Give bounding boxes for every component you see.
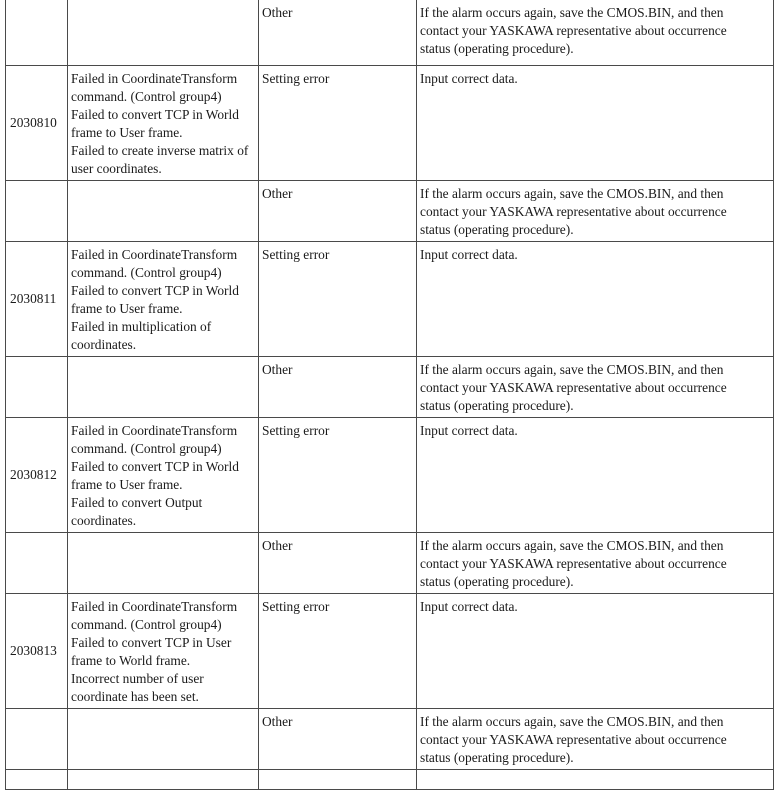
table-row xyxy=(6,418,774,533)
remedy-line: If the alarm occurs again, save the CMOS.BIN, and then xyxy=(420,5,724,20)
alarm-remedy-cell xyxy=(417,66,774,181)
alarm-cause-cell: Setting error xyxy=(259,242,417,357)
remedy-line: Input correct data. xyxy=(420,247,518,262)
description-line: Failed in CoordinateTransform xyxy=(71,423,238,438)
table-row xyxy=(6,770,774,790)
table-row xyxy=(6,357,774,418)
alarm-description-cell xyxy=(68,594,259,709)
alarm-remedy-cell xyxy=(417,594,774,709)
remedy-line: Input correct data. xyxy=(420,599,518,614)
table-row xyxy=(6,594,774,709)
table-row xyxy=(6,0,774,66)
table-row xyxy=(6,709,774,770)
alarm-cause-cell: Other xyxy=(259,0,417,66)
table-row xyxy=(6,181,774,242)
remedy-line: contact your YASKAWA representative about occurrence xyxy=(420,23,727,38)
alarm-description-cell xyxy=(68,242,259,357)
remedy-line: If the alarm occurs again, save the CMOS.BIN, and then xyxy=(420,362,724,377)
remedy-line: If the alarm occurs again, save the CMOS.BIN, and then xyxy=(420,538,724,553)
alarm-code-cell xyxy=(6,709,68,770)
alarm-cause-cell: Other xyxy=(259,357,417,418)
remedy-line: contact your YASKAWA representative about occurrence xyxy=(420,380,727,395)
alarm-description-cell xyxy=(68,533,259,594)
alarm-cause-cell: Other xyxy=(259,709,417,770)
alarm-cause-cell: Setting error xyxy=(259,66,417,181)
description-line: frame to User frame. xyxy=(71,477,183,492)
alarm-table-body xyxy=(6,0,774,790)
alarm-description-cell xyxy=(68,0,259,66)
description-line: Incorrect number of user xyxy=(71,671,204,686)
alarm-code-cell xyxy=(6,181,68,242)
description-line: Failed in CoordinateTransform xyxy=(71,71,238,86)
alarm-cause-cell: Setting error xyxy=(259,594,417,709)
description-line: command. (Control group4) xyxy=(71,441,222,456)
alarm-table xyxy=(5,0,774,790)
alarm-code-cell xyxy=(6,357,68,418)
alarm-description-cell xyxy=(68,66,259,181)
remedy-line: If the alarm occurs again, save the CMOS.BIN, and then xyxy=(420,714,724,729)
description-line: command. (Control group4) xyxy=(71,617,222,632)
remedy-line: status (operating procedure). xyxy=(420,574,574,589)
description-line: frame to User frame. xyxy=(71,125,183,140)
remedy-line: contact your YASKAWA representative about occurrence xyxy=(420,556,727,571)
alarm-remedy-cell xyxy=(417,770,774,790)
description-line: Failed in multiplication of xyxy=(71,319,212,334)
alarm-remedy-cell xyxy=(417,181,774,242)
alarm-code-cell: 2030812 xyxy=(6,418,68,533)
remedy-line: If the alarm occurs again, save the CMOS.BIN, and then xyxy=(420,186,724,201)
remedy-line: Input correct data. xyxy=(420,71,518,86)
description-line: command. (Control group4) xyxy=(71,265,222,280)
description-line: Failed to convert TCP in World xyxy=(71,459,239,474)
alarm-description-cell xyxy=(68,709,259,770)
description-line: Failed to convert TCP in User xyxy=(71,635,232,650)
table-row xyxy=(6,66,774,181)
description-line: Failed in CoordinateTransform xyxy=(71,599,238,614)
alarm-remedy-cell xyxy=(417,242,774,357)
description-line: frame to World frame. xyxy=(71,653,191,668)
description-line: Failed to convert TCP in World xyxy=(71,283,239,298)
alarm-description-cell xyxy=(68,770,259,790)
description-line: coordinates. xyxy=(71,513,137,528)
alarm-cause-cell: Setting error xyxy=(259,418,417,533)
alarm-code-cell xyxy=(6,533,68,594)
description-line: Failed to convert Output xyxy=(71,495,203,510)
alarm-remedy-cell xyxy=(417,533,774,594)
alarm-remedy-cell xyxy=(417,357,774,418)
alarm-remedy-cell xyxy=(417,418,774,533)
alarm-cause-cell xyxy=(259,770,417,790)
alarm-description-cell xyxy=(68,418,259,533)
alarm-remedy-cell xyxy=(417,709,774,770)
alarm-code-cell: 2030813 xyxy=(6,594,68,709)
remedy-line: contact your YASKAWA representative about occurrence xyxy=(420,732,727,747)
description-line: Failed to convert TCP in World xyxy=(71,107,239,122)
alarm-code-cell: 2030811 xyxy=(6,242,68,357)
remedy-line: contact your YASKAWA representative about occurrence xyxy=(420,204,727,219)
alarm-description-cell xyxy=(68,357,259,418)
alarm-code-cell xyxy=(6,0,68,66)
table-row xyxy=(6,242,774,357)
alarm-code-cell: 2030810 xyxy=(6,66,68,181)
remedy-line: status (operating procedure). xyxy=(420,398,574,413)
alarm-code-cell xyxy=(6,770,68,790)
description-line: frame to User frame. xyxy=(71,301,183,316)
remedy-line: status (operating procedure). xyxy=(420,41,574,56)
table-row xyxy=(6,533,774,594)
alarm-cause-cell: Other xyxy=(259,181,417,242)
alarm-remedy-cell xyxy=(417,0,774,66)
remedy-line: Input correct data. xyxy=(420,423,518,438)
description-line: command. (Control group4) xyxy=(71,89,222,104)
description-line: coordinate has been set. xyxy=(71,689,199,704)
alarm-cause-cell: Other xyxy=(259,533,417,594)
alarm-description-cell xyxy=(68,181,259,242)
description-line: coordinates. xyxy=(71,337,137,352)
description-line: Failed in CoordinateTransform xyxy=(71,247,238,262)
remedy-line: status (operating procedure). xyxy=(420,750,574,765)
description-line: Failed to create inverse matrix of xyxy=(71,143,249,158)
remedy-line: status (operating procedure). xyxy=(420,222,574,237)
description-line: user coordinates. xyxy=(71,161,162,176)
